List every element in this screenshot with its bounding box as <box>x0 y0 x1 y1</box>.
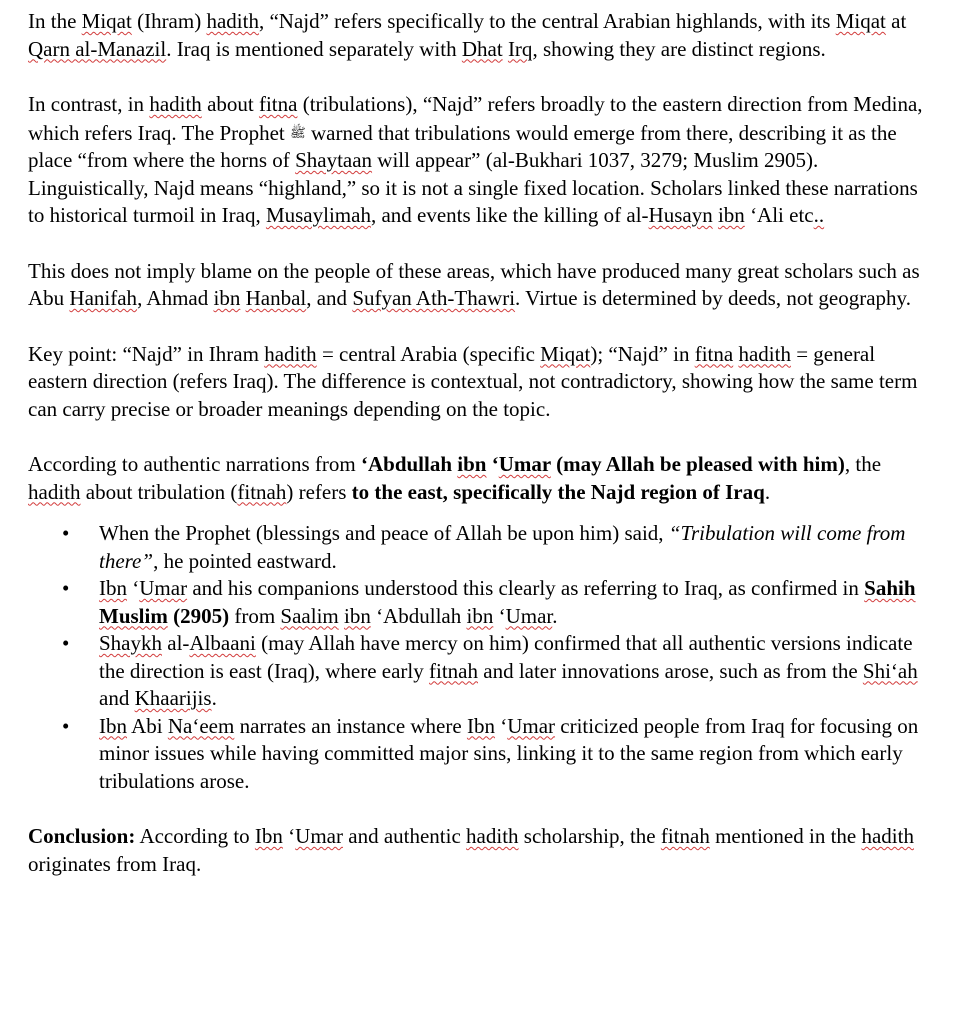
spellcheck-word: Dhat <box>461 36 503 61</box>
spellcheck-word: fitnah <box>429 658 478 683</box>
spellcheck-word: hadith <box>466 824 519 848</box>
spellcheck-word: Miqat <box>81 9 132 33</box>
spellcheck-word: Umar <box>498 452 551 476</box>
spellcheck-word: Shaytaan <box>295 148 373 172</box>
honorific-symbol: ﷺ <box>290 124 306 140</box>
spellcheck-word: Ibn <box>99 576 127 600</box>
spellcheck-word: hadith <box>738 341 791 366</box>
spellcheck-word: Miqat <box>835 9 886 33</box>
paragraph-no-blame: This does not imply blame on the people of these areas, which have produced many great scholars such as Abu Hanifah, Ahmad ibn Hanbal, and Sufyan Ath-Thawri. Virtue is determined by deeds, not geography. <box>28 258 920 310</box>
bullet-item-ibn-umar: • Ibn ‘Umar and his companions understood this clearly as referring to Iraq, as confirmed in Sahih Muslim (2905) from Saalim ibn ‘Abdullah ibn ‘Umar. <box>28 575 928 630</box>
spellcheck-word: .. <box>813 203 825 227</box>
spellcheck-word: hadith <box>149 92 202 116</box>
paragraph-miqat-hadith: In the Miqat (Ihram) hadith, “Najd” refers specifically to the central Arabian highlands, with its Miqat at Qarn al-Manazil. Iraq is mentioned separately with Dhat Irq, showing they are distinct regions. <box>28 9 907 61</box>
spellcheck-word: Shaykh <box>99 631 162 655</box>
bullet-item-pointed-eastward: • When the Prophet (blessings and peace of Allah be upon him) said, “Tribulation will come from there”, he pointed eastward. <box>28 520 928 575</box>
spellcheck-word: ibn <box>213 286 241 310</box>
spellcheck-word: fitna <box>258 92 298 116</box>
spellcheck-word: fitna <box>694 341 734 366</box>
spellcheck-word: Ibn <box>99 713 127 738</box>
bullet-list <box>28 520 928 795</box>
spellcheck-word: Hanbal <box>245 286 307 310</box>
spellcheck-word: Miqat <box>540 341 591 366</box>
spellcheck-word: Musaylimah <box>265 203 371 227</box>
spellcheck-word: Umar <box>295 824 343 848</box>
spellcheck-word: Khaarijis <box>134 686 212 710</box>
spellcheck-word: hadith <box>28 479 81 504</box>
spellcheck-word: Umar <box>505 603 553 628</box>
spellcheck-word: fitnah <box>660 824 710 848</box>
spellcheck-word: hadith <box>861 824 914 848</box>
paragraph-authentic-narrations: According to authentic narrations from ‘Abdullah ibn ‘Umar (may Allah be pleased with him), the hadith about tribulation (fitnah) refers to the east, specifically the Najd region of Iraq. <box>28 452 882 504</box>
spellcheck-word: hadith <box>264 341 317 366</box>
spellcheck-word: Ibn <box>254 824 283 848</box>
spellcheck-word: Sufyan Ath-Thawri <box>352 286 516 310</box>
spellcheck-word: Na‘eem <box>167 713 235 738</box>
spellcheck-word: Umar <box>139 576 188 600</box>
spellcheck-word: Albaani <box>189 631 256 655</box>
bullet-item-ibn-abi-naeem: • Ibn Abi Na‘eem narrates an instance where Ibn ‘Umar criticized people from Iraq for focusing on minor issues while having committed major sins, linking it to the same region from which early tribulations arose. <box>28 713 928 796</box>
conclusion-label: Conclusion: <box>28 824 136 848</box>
spellcheck-word: Husayn <box>648 203 713 227</box>
spellcheck-word: Shi‘ah <box>862 658 918 683</box>
spellcheck-word: ibn <box>344 603 371 628</box>
spellcheck-word: hadith <box>206 9 259 33</box>
spellcheck-word: Saalim <box>280 603 339 628</box>
spellcheck-word: Hanifah <box>69 286 138 310</box>
spellcheck-word: ibn <box>457 452 487 476</box>
spellcheck-word: Umar <box>507 713 556 738</box>
spellcheck-word: Ibn <box>466 713 495 738</box>
paragraph-fitna-hadith: In contrast, in hadith about fitna (tribulations), “Najd” refers broadly to the eastern direction from Medina, which refers Iraq. The Prophet ﷺ warned that tribulations would emerge from there, describing it as the place “from where the horns of Shaytaan will appear” (al-Bukhari 1037, 3279; Muslim 2905). Linguistically, Najd means “highland,” so it is not a single fixed location. Scholars linked these narrations to historical turmoil in Iraq, Musaylimah, and events like the killing of al-Husayn ibn ‘Ali etc.. <box>28 92 923 227</box>
spellcheck-word: ibn <box>466 603 494 628</box>
document-page <box>28 8 928 906</box>
paragraph-conclusion: Conclusion: According to Ibn ‘Umar and authentic hadith scholarship, the fitnah mentioned in the hadith originates from Iraq. <box>28 824 914 876</box>
spellcheck-word: Sahih Muslim <box>99 576 916 628</box>
bullet-item-albaani: • Shaykh al-Albaani (may Allah have mercy on him) confirmed that all authentic versions indicate the direction is east (Iraq), where early fitnah and later innovations arose, such as from the Shi‘ah and Khaarijis. <box>28 630 928 713</box>
spellcheck-word: Qarn al-Manazil <box>28 36 167 61</box>
paragraph-key-point: Key point: “Najd” in Ihram hadith = central Arabia (specific Miqat); “Najd” in fitna hadith = general eastern direction (refers Iraq). The difference is contextual, not contradictory, showing how the same term can carry precise or broader meanings depending on the topic. <box>28 341 918 421</box>
spellcheck-word: ibn <box>717 203 745 227</box>
spellcheck-word: Irq <box>507 36 533 61</box>
spellcheck-word: fitnah <box>237 479 287 504</box>
